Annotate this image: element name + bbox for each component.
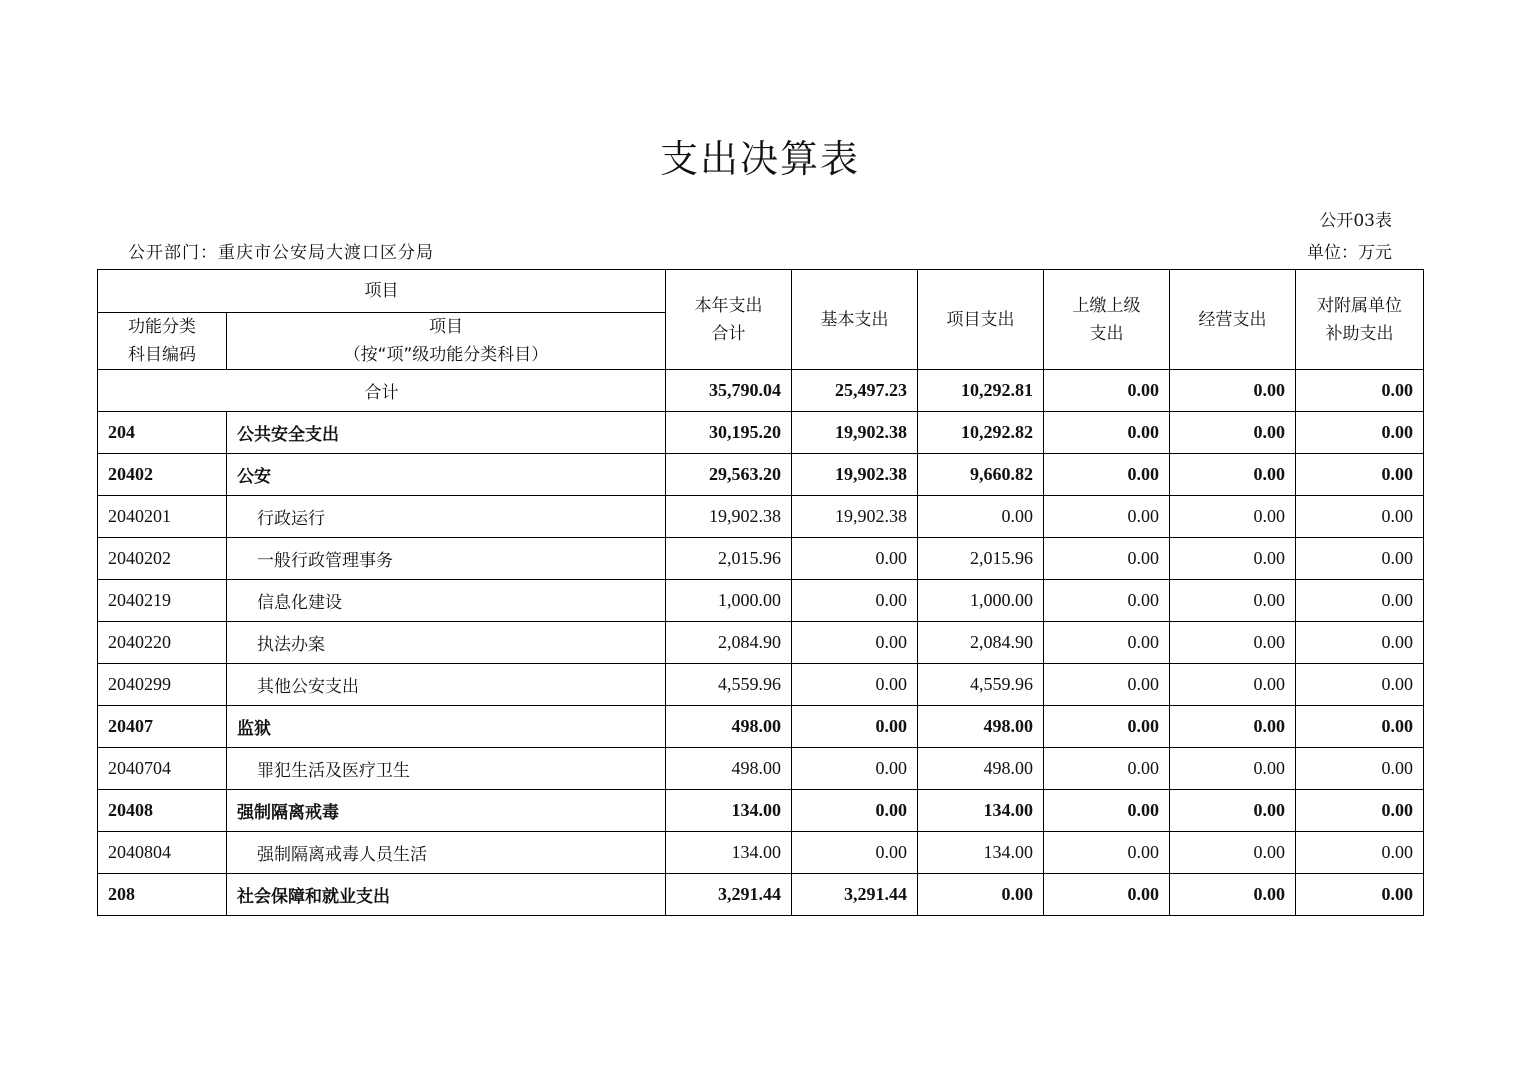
table-row bbox=[98, 748, 1424, 790]
row-value: 29,563.20 bbox=[666, 454, 792, 496]
row-value: 0.00 bbox=[792, 664, 918, 706]
row-value: 0.00 bbox=[1044, 412, 1170, 454]
row-value: 0.00 bbox=[1044, 496, 1170, 538]
row-value: 0.00 bbox=[918, 496, 1044, 538]
row-value: 0.00 bbox=[792, 706, 918, 748]
row-value: 0.00 bbox=[1296, 454, 1424, 496]
row-code: 2040220 bbox=[98, 622, 227, 664]
table-row bbox=[98, 580, 1424, 622]
row-value: 0.00 bbox=[1296, 664, 1424, 706]
row-value: 0.00 bbox=[1296, 496, 1424, 538]
row-name: 其他公安支出 bbox=[227, 664, 666, 706]
row-value: 0.00 bbox=[918, 874, 1044, 916]
row-code: 2040201 bbox=[98, 496, 227, 538]
total-value: 0.00 bbox=[1170, 370, 1296, 412]
row-value: 0.00 bbox=[792, 748, 918, 790]
row-value: 134.00 bbox=[918, 832, 1044, 874]
total-value: 10,292.81 bbox=[918, 370, 1044, 412]
row-value: 0.00 bbox=[1296, 832, 1424, 874]
row-value: 2,015.96 bbox=[918, 538, 1044, 580]
header-project: 项目支出 bbox=[918, 270, 1044, 370]
row-value: 0.00 bbox=[1296, 790, 1424, 832]
total-value: 25,497.23 bbox=[792, 370, 918, 412]
row-value: 0.00 bbox=[1170, 622, 1296, 664]
row-value: 2,084.90 bbox=[918, 622, 1044, 664]
row-value: 0.00 bbox=[1296, 706, 1424, 748]
table-row bbox=[98, 874, 1424, 916]
header-upper: 上缴上级 支出 bbox=[1044, 270, 1170, 370]
row-value: 0.00 bbox=[1170, 412, 1296, 454]
table-number: 公开03表 bbox=[1319, 211, 1392, 231]
table-row bbox=[98, 790, 1424, 832]
row-value: 19,902.38 bbox=[792, 496, 918, 538]
table-row bbox=[98, 496, 1424, 538]
row-value: 0.00 bbox=[1296, 412, 1424, 454]
row-value: 0.00 bbox=[1170, 706, 1296, 748]
row-name: 强制隔离戒毒人员生活 bbox=[227, 832, 666, 874]
row-value: 2,084.90 bbox=[666, 622, 792, 664]
row-value: 4,559.96 bbox=[666, 664, 792, 706]
row-value: 0.00 bbox=[1296, 622, 1424, 664]
row-value: 498.00 bbox=[666, 748, 792, 790]
row-value: 9,660.82 bbox=[918, 454, 1044, 496]
row-value: 0.00 bbox=[1296, 748, 1424, 790]
row-value: 0.00 bbox=[1044, 454, 1170, 496]
row-value: 0.00 bbox=[1170, 580, 1296, 622]
row-value: 0.00 bbox=[1170, 664, 1296, 706]
row-name: 社会保障和就业支出 bbox=[227, 874, 666, 916]
row-name: 执法办案 bbox=[227, 622, 666, 664]
row-value: 498.00 bbox=[918, 748, 1044, 790]
table-header bbox=[98, 270, 1424, 370]
row-code: 2040804 bbox=[98, 832, 227, 874]
row-value: 0.00 bbox=[1044, 538, 1170, 580]
row-value: 134.00 bbox=[666, 832, 792, 874]
row-code: 208 bbox=[98, 874, 227, 916]
expenditure-table bbox=[97, 269, 1424, 916]
row-value: 30,195.20 bbox=[666, 412, 792, 454]
row-value: 0.00 bbox=[1170, 748, 1296, 790]
row-value: 0.00 bbox=[1044, 580, 1170, 622]
row-code: 2040299 bbox=[98, 664, 227, 706]
row-code: 204 bbox=[98, 412, 227, 454]
header-item: 项目 bbox=[98, 270, 666, 313]
row-code: 20402 bbox=[98, 454, 227, 496]
table-row bbox=[98, 664, 1424, 706]
row-value: 0.00 bbox=[1044, 790, 1170, 832]
row-value: 19,902.38 bbox=[792, 454, 918, 496]
row-value: 498.00 bbox=[666, 706, 792, 748]
row-name: 一般行政管理事务 bbox=[227, 538, 666, 580]
header-name: 项目 （按“项”级功能分类科目） bbox=[227, 313, 666, 370]
total-value: 0.00 bbox=[1296, 370, 1424, 412]
header-code: 功能分类 科目编码 bbox=[98, 313, 227, 370]
row-name: 罪犯生活及医疗卫生 bbox=[227, 748, 666, 790]
table-row bbox=[98, 706, 1424, 748]
row-value: 0.00 bbox=[792, 622, 918, 664]
header-total: 本年支出 合计 bbox=[666, 270, 792, 370]
row-name: 强制隔离戒毒 bbox=[227, 790, 666, 832]
row-code: 2040704 bbox=[98, 748, 227, 790]
row-value: 19,902.38 bbox=[792, 412, 918, 454]
table-body bbox=[98, 370, 1424, 916]
row-name: 行政运行 bbox=[227, 496, 666, 538]
row-value: 10,292.82 bbox=[918, 412, 1044, 454]
row-value: 19,902.38 bbox=[666, 496, 792, 538]
row-value: 0.00 bbox=[1170, 496, 1296, 538]
row-value: 0.00 bbox=[1296, 580, 1424, 622]
row-value: 498.00 bbox=[918, 706, 1044, 748]
row-code: 2040219 bbox=[98, 580, 227, 622]
department-label: 公开部门：重庆市公安局大渡口区分局 bbox=[128, 243, 434, 263]
header-business: 经营支出 bbox=[1170, 270, 1296, 370]
row-value: 0.00 bbox=[1170, 790, 1296, 832]
table-row bbox=[98, 832, 1424, 874]
row-value: 0.00 bbox=[792, 790, 918, 832]
row-value: 0.00 bbox=[1044, 748, 1170, 790]
row-value: 0.00 bbox=[1170, 454, 1296, 496]
row-value: 4,559.96 bbox=[918, 664, 1044, 706]
row-value: 0.00 bbox=[1296, 538, 1424, 580]
row-value: 0.00 bbox=[1170, 874, 1296, 916]
row-name: 信息化建设 bbox=[227, 580, 666, 622]
header-subsidy: 对附属单位 补助支出 bbox=[1296, 270, 1424, 370]
total-row bbox=[98, 370, 1424, 412]
row-value: 0.00 bbox=[1044, 832, 1170, 874]
row-value: 0.00 bbox=[792, 538, 918, 580]
row-name: 公共安全支出 bbox=[227, 412, 666, 454]
row-value: 134.00 bbox=[666, 790, 792, 832]
row-code: 20408 bbox=[98, 790, 227, 832]
row-code: 2040202 bbox=[98, 538, 227, 580]
table-row bbox=[98, 412, 1424, 454]
row-value: 1,000.00 bbox=[918, 580, 1044, 622]
total-value: 0.00 bbox=[1044, 370, 1170, 412]
total-value: 35,790.04 bbox=[666, 370, 792, 412]
row-value: 3,291.44 bbox=[666, 874, 792, 916]
row-name: 监狱 bbox=[227, 706, 666, 748]
row-value: 0.00 bbox=[1044, 664, 1170, 706]
row-value: 2,015.96 bbox=[666, 538, 792, 580]
row-value: 0.00 bbox=[1170, 832, 1296, 874]
row-value: 1,000.00 bbox=[666, 580, 792, 622]
table-row bbox=[98, 454, 1424, 496]
table-row bbox=[98, 622, 1424, 664]
row-value: 0.00 bbox=[792, 832, 918, 874]
row-value: 0.00 bbox=[1044, 622, 1170, 664]
row-value: 0.00 bbox=[1044, 706, 1170, 748]
row-name: 公安 bbox=[227, 454, 666, 496]
header-basic: 基本支出 bbox=[792, 270, 918, 370]
row-value: 3,291.44 bbox=[792, 874, 918, 916]
row-value: 0.00 bbox=[1044, 874, 1170, 916]
row-value: 0.00 bbox=[1170, 538, 1296, 580]
table-row bbox=[98, 538, 1424, 580]
row-code: 20407 bbox=[98, 706, 227, 748]
row-value: 0.00 bbox=[792, 580, 918, 622]
row-value: 0.00 bbox=[1296, 874, 1424, 916]
row-value: 134.00 bbox=[918, 790, 1044, 832]
unit-label: 单位：万元 bbox=[1307, 243, 1392, 263]
total-label: 合计 bbox=[98, 370, 666, 412]
page-title: 支出决算表 bbox=[659, 137, 860, 181]
